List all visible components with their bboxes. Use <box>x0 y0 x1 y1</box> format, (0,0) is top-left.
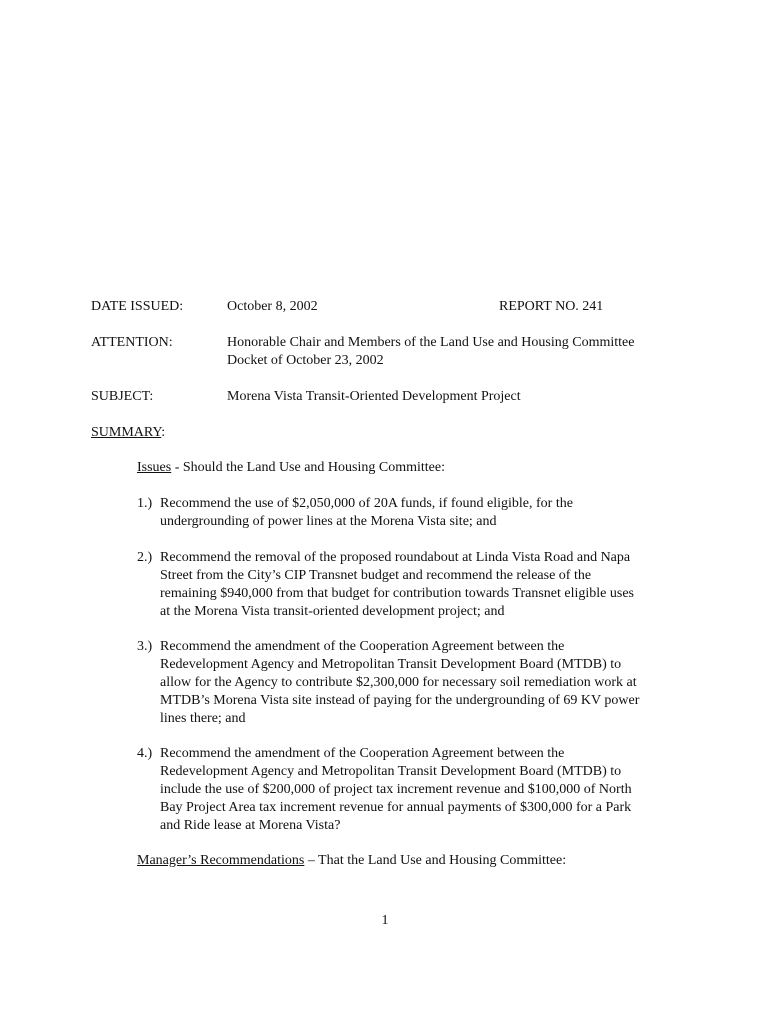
issue-item-1 <box>137 495 697 531</box>
date-issued-value: October 8, 2002 <box>227 299 318 314</box>
issue-item-number: 4.) <box>137 746 153 761</box>
issues-intro <box>137 459 445 477</box>
issue-item-text: Recommend the amendment of the Cooperation Agreement between the Redevelopment Agency and Metropolitan Transit Development Board (MTDB) to include the use of $200,000 of project tax increment revenue and $100,000 of North Bay Project Area tax increment revenue for annual payments of $300,000 for a Park and Ride lease at Morena Vista? <box>160 746 632 833</box>
issue-item-text: Recommend the removal of the proposed roundabout at Linda Vista Road and Napa Street from the City’s CIP Transnet budget and recommend the release of the remaining $940,000 from that budget for contribution towards Transnet eligible uses at the Morena Vista transit-oriented development project; and <box>160 550 634 619</box>
issues-label: Issues <box>137 460 172 475</box>
issue-item-number: 1.) <box>137 496 153 511</box>
issue-item-number: 3.) <box>137 639 153 654</box>
issue-item-number: 2.) <box>137 550 153 565</box>
report-number: REPORT NO. 241 <box>499 299 604 314</box>
attention-line-1: Honorable Chair and Members of the Land Use and Housing Committee <box>227 335 635 350</box>
summary-heading-colon: : <box>161 425 166 440</box>
attention-line-2: Docket of October 23, 2002 <box>227 353 384 368</box>
subject-label: SUBJECT: <box>91 389 154 404</box>
issues-text: - Should the Land Use and Housing Committee: <box>171 460 445 475</box>
subject-value: Morena Vista Transit-Oriented Development Project <box>227 389 521 404</box>
manager-recommendations-label: Manager’s Recommendations <box>137 853 305 868</box>
issue-item-text: Recommend the use of $2,050,000 of 20A funds, if found eligible, for the undergrounding of power lines at the Morena Vista site; and <box>160 496 573 529</box>
issue-item-3 <box>137 638 697 728</box>
issue-item-text: Recommend the amendment of the Cooperation Agreement between the Redevelopment Agency and Metropolitan Transit Development Board (MTDB) to allow for the Agency to contribute $2,300,000 for necessary soil remediation work at MTDB’s Morena Vista site instead of paying for the undergrounding of 69 KV power lines there; and <box>160 639 640 726</box>
issue-item-2 <box>137 549 697 621</box>
summary-heading-text: SUMMARY <box>91 425 162 440</box>
manager-recommendations <box>137 852 566 870</box>
page-number: 1 <box>381 913 389 928</box>
issue-item-4 <box>137 745 697 835</box>
attention-label: ATTENTION: <box>91 335 173 350</box>
date-issued-label: DATE ISSUED: <box>91 299 184 314</box>
summary-heading <box>91 424 165 442</box>
manager-recommendations-text: – That the Land Use and Housing Committee: <box>304 853 567 868</box>
